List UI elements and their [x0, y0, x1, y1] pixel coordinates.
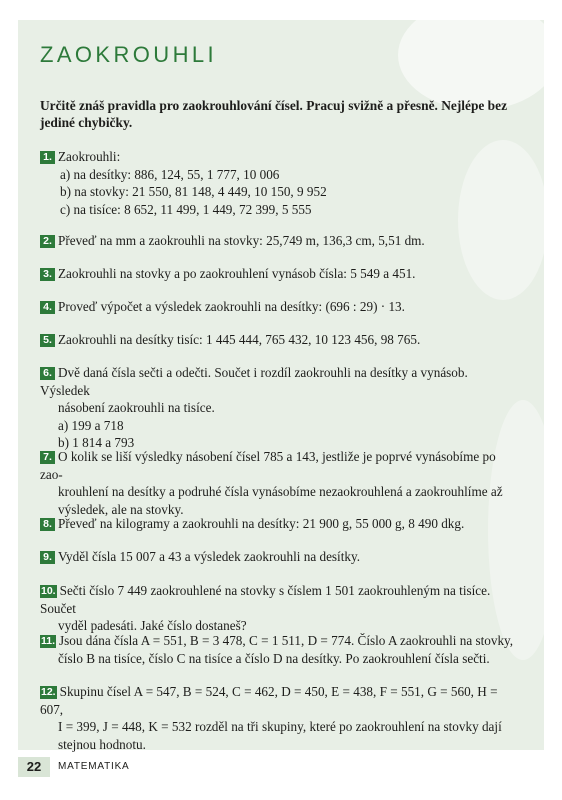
task-4 — [40, 298, 520, 316]
task-text: násobení zaokrouhli na tisíce. — [58, 400, 215, 415]
task-1 — [40, 148, 520, 218]
task-text: vyděl padesáti. Jaké číslo dostaneš? — [58, 618, 247, 633]
task-text: výsledek, ale na stovky. — [58, 501, 184, 517]
task-number: 9. — [40, 551, 55, 564]
task-text: Převeď na mm a zaokrouhli na stovky: 25,749 m, 136,3 cm, 5,51 dm. — [58, 233, 425, 248]
task-text: Zaokrouhli na stovky a po zaokrouhlení vynásob čísla: 5 549 a 451. — [58, 266, 416, 281]
task-text: O kolik se liší výsledky násobení čísel 785 a 143, jestliže je poprvé vynásobíme po zao- — [40, 449, 496, 482]
task-8 — [40, 515, 520, 533]
task-text: Skupinu čísel A = 547, B = 524, C = 462, D = 450, E = 438, F = 551, G = 560, H = 607, — [40, 684, 498, 717]
task-text: Zaokrouhli na desítky tisíc: 1 445 444, 765 432, 10 123 456, 98 765. — [58, 332, 421, 347]
page-number: 22 — [18, 757, 50, 777]
task-2 — [40, 232, 520, 250]
task-text: Proveď výpočet a výsledek zaokrouhli na desítky: (696 : 29) · 13. — [58, 299, 405, 314]
task-text: a) na desítky: 886, 124, 55, 1 777, 10 006 — [60, 166, 280, 182]
task-text: stejnou hodnotu. — [58, 736, 146, 752]
task-number: 11. — [41, 635, 56, 647]
task-number: 8. — [40, 518, 55, 531]
task-text: Jsou dána čísla A = 551, B = 3 478, C = 1 511, D = 774. Číslo A zaokrouhli na stovky, — [59, 633, 514, 648]
task-text: Sečti číslo 7 449 zaokrouhlené na stovky s číslem 1 501 zaokrouhleným na tisíce. Součet — [40, 583, 491, 616]
task-6 — [40, 364, 520, 452]
task-5 — [40, 331, 520, 349]
task-12 — [40, 683, 520, 753]
task-text: c) na tisíce: 8 652, 11 499, 1 449, 72 399, 5 555 — [60, 201, 312, 217]
task-3 — [40, 265, 520, 283]
task-text: číslo B na tisíce, číslo C na tisíce a číslo D na desítky. Po zaokrouhlení čísla sečti. — [58, 650, 490, 666]
task-number: 2. — [40, 235, 55, 248]
task-text: Dvě daná čísla sečti a odečti. Součet i rozdíl zaokrouhli na desítky a vynásob. Výsledek — [40, 365, 468, 398]
task-text: Vyděl čísla 15 007 a 43 a výsledek zaokrouhli na desítky. — [58, 549, 361, 564]
task-text: a) 199 a 718 — [58, 417, 124, 433]
footer-label: MATEMATIKA — [58, 761, 130, 772]
task-text: b) na stovky: 21 550, 81 148, 4 449, 10 150, 9 952 — [60, 184, 327, 199]
task-number: 5. — [40, 334, 55, 347]
task-number: 4. — [40, 301, 55, 314]
task-number: 1. — [40, 151, 55, 164]
task-number: 6. — [40, 367, 55, 380]
task-text: Převeď na kilogramy a zaokrouhli na desítky: 21 900 g, 55 000 g, 8 490 dkg. — [58, 516, 465, 531]
task-10 — [40, 582, 520, 635]
task-number: 12. — [41, 686, 56, 698]
page-title: ZAOKROUHLI — [40, 42, 218, 67]
task-text: krouhlení na desítky a podruhé čísla vynásobíme nezaokrouhlená a zaokrouhlíme až — [58, 484, 503, 499]
task-text: I = 399, J = 448, K = 532 rozděl na tři skupiny, které po zaokrouhlení na stovky dají — [58, 719, 502, 734]
task-number: 7. — [40, 451, 55, 464]
task-11 — [40, 632, 520, 667]
task-text: Zaokrouhli: — [58, 149, 121, 164]
task-number: 3. — [40, 268, 55, 281]
task-number: 10. — [41, 585, 56, 597]
task-9 — [40, 548, 520, 566]
task-7 — [40, 448, 520, 518]
task-text: b) 1 814 a 793 — [58, 435, 135, 450]
intro-text: Určitě znáš pravidla pro zaokrouhlování čísel. Pracuj svižně a přesně. Nejlépe bez jediné chybičky. — [40, 98, 508, 130]
